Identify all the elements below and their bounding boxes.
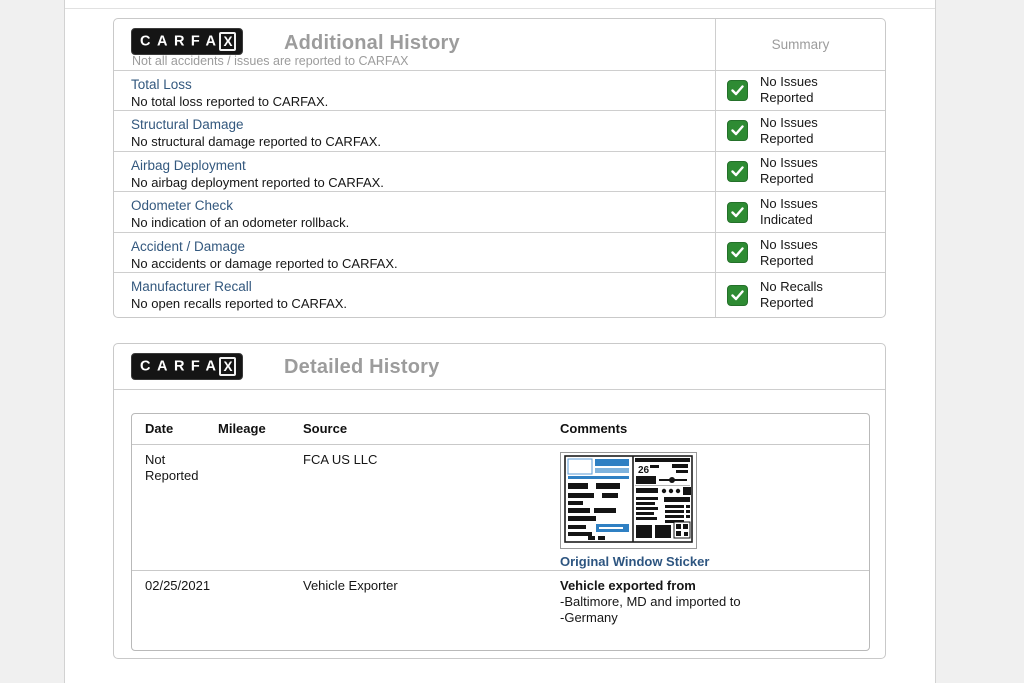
item-title: Accident / Damage	[131, 239, 246, 255]
cell-source: FCA US LLC	[303, 451, 378, 467]
column-header-source: Source	[303, 421, 348, 437]
green-check-icon	[727, 161, 748, 182]
item-title: Manufacturer Recall	[131, 279, 252, 295]
comment-title: Vehicle exported from	[560, 577, 696, 593]
item-description: No open recalls reported to CARFAX.	[131, 296, 348, 312]
table-row-window-sticker	[132, 445, 869, 571]
item-title: Airbag Deployment	[131, 157, 246, 173]
carfax-logo-x: X	[219, 32, 236, 52]
carfax-logo-text: CARFA	[140, 358, 223, 375]
item-description: No indication of an odometer rollback.	[131, 215, 350, 231]
status-text: No Issues Reported	[760, 114, 818, 146]
cell-mileage	[218, 445, 303, 570]
column-header-comments: Comments	[560, 421, 628, 437]
table-row-vehicle-exported	[132, 571, 869, 650]
cell-date: 02/25/2021	[145, 577, 211, 593]
detailed-history-header	[114, 344, 885, 390]
history-row-odometer-check	[114, 192, 885, 233]
comment-line: -Germany	[560, 609, 618, 625]
section-title-additional-history: Additional History	[284, 32, 460, 54]
history-row-total-loss	[114, 71, 885, 111]
item-title: Structural Damage	[131, 116, 244, 132]
history-row-manufacturer-recall	[114, 273, 885, 317]
status-text: No Recalls Reported	[760, 279, 823, 311]
carfax-logo	[131, 353, 243, 380]
carfax-logo-text: CARFA	[140, 33, 223, 50]
green-check-icon	[727, 202, 748, 223]
column-header-mileage: Mileage	[218, 421, 266, 437]
additional-history-subtitle: Not all accidents / issues are reported to CARFAX	[132, 54, 409, 68]
item-description: No accidents or damage reported to CARFAX.	[131, 256, 398, 272]
status-text: No Issues Reported	[760, 155, 818, 187]
additional-history-header	[114, 19, 885, 71]
cell-date: Not Reported	[145, 451, 199, 483]
summary-column-header: Summary	[715, 19, 885, 70]
item-title: Total Loss	[131, 76, 192, 92]
original-window-sticker-link[interactable]: Original Window Sticker	[560, 553, 710, 569]
history-row-accident-damage	[114, 233, 885, 273]
window-sticker-thumbnail[interactable]	[560, 452, 697, 549]
green-check-icon	[727, 242, 748, 263]
cell-source: Vehicle Exporter	[303, 577, 398, 593]
carfax-logo	[131, 28, 243, 55]
carfax-logo-x: X	[219, 357, 236, 377]
green-check-icon	[727, 80, 748, 101]
item-description: No structural damage reported to CARFAX.	[131, 133, 382, 149]
item-title: Odometer Check	[131, 198, 234, 214]
detailed-history-section	[113, 343, 886, 659]
status-text: No Issues Indicated	[760, 196, 818, 228]
history-row-structural-damage	[114, 111, 885, 152]
status-text: No Issues Reported	[760, 74, 818, 106]
page-top-divider	[65, 8, 935, 9]
section-title-detailed-history: Detailed History	[284, 356, 440, 378]
column-header-date: Date	[145, 421, 174, 437]
cell-comments	[560, 445, 869, 570]
detailed-history-table	[131, 413, 870, 651]
status-text: No Issues Reported	[760, 236, 818, 268]
cell-mileage	[218, 571, 303, 650]
table-header-row	[132, 414, 869, 445]
comment-line: -Baltimore, MD and imported to	[560, 593, 741, 609]
green-check-icon	[727, 285, 748, 306]
green-check-icon	[727, 120, 748, 141]
item-description: No airbag deployment reported to CARFAX.	[131, 174, 384, 190]
report-page	[64, 0, 936, 683]
svg-text:26: 26	[638, 464, 650, 476]
history-row-airbag-deployment	[114, 152, 885, 193]
item-description: No total loss reported to CARFAX.	[131, 93, 329, 109]
cell-comments	[560, 571, 869, 650]
additional-history-section	[113, 18, 886, 318]
